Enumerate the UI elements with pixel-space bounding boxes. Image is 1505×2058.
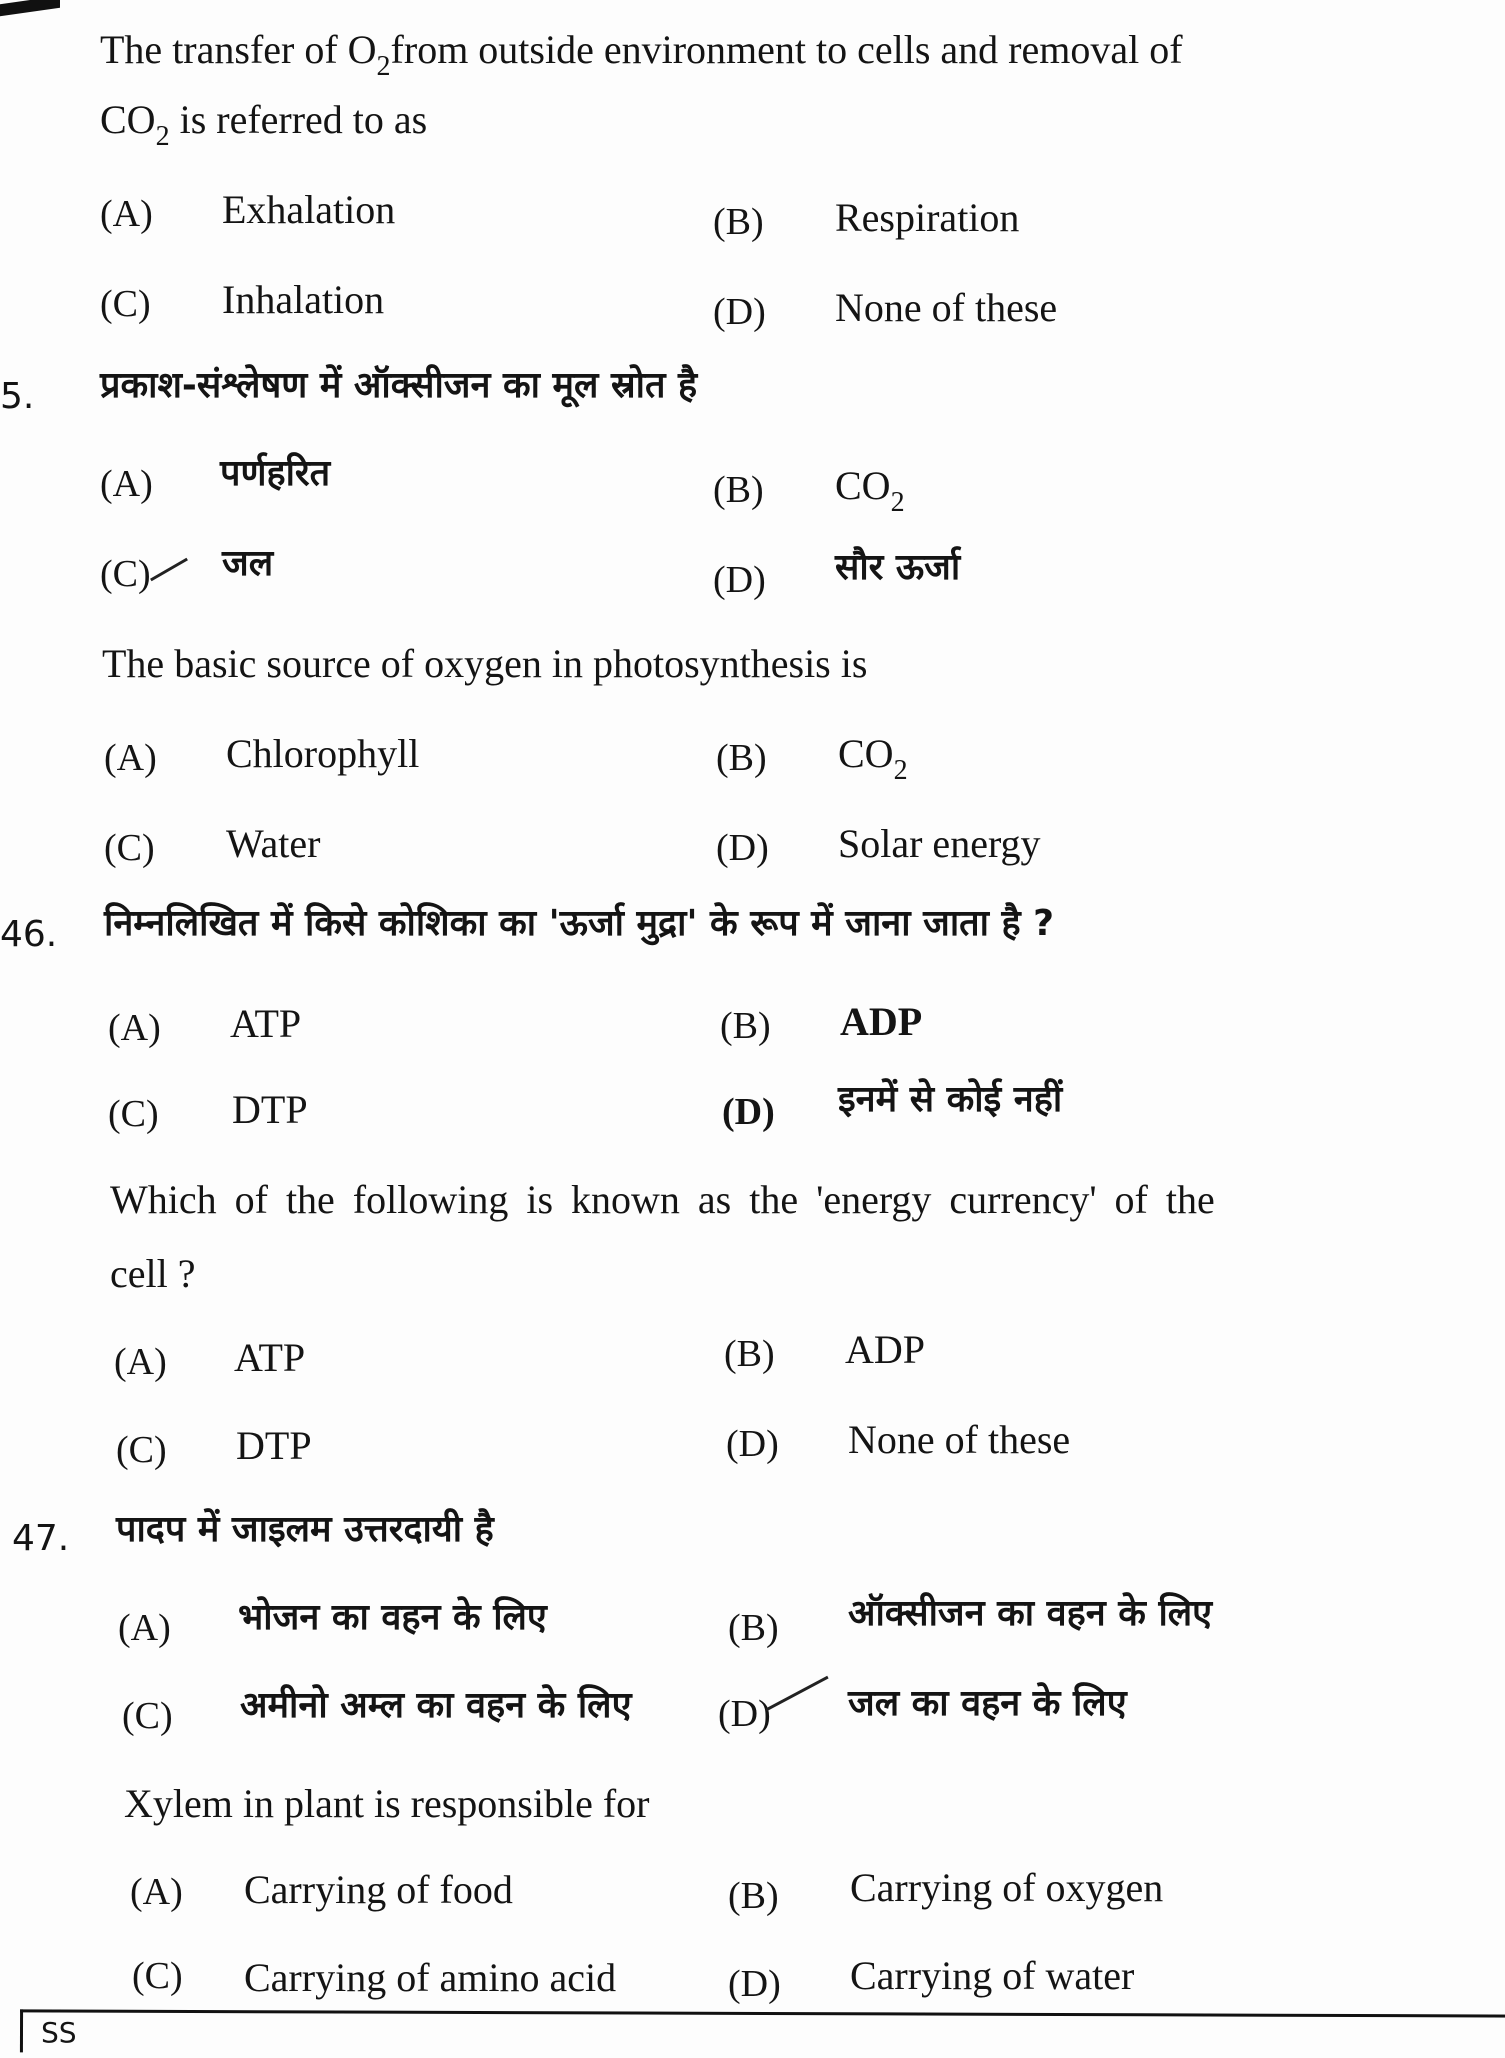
q44-text: from outside environment to cells and removal of bbox=[390, 27, 1183, 72]
option-label: (C) bbox=[100, 283, 151, 325]
option-text bbox=[838, 731, 908, 786]
q47-english-question: Xylem in plant is responsible for bbox=[124, 1781, 650, 1826]
option-label: (D) bbox=[728, 1963, 781, 2005]
option-text: ATP bbox=[234, 1335, 306, 1380]
pen-tick-mark bbox=[150, 558, 188, 582]
option-text: Respiration bbox=[835, 195, 1020, 240]
scan-corner-mark bbox=[0, 0, 60, 16]
q46-english-question-line1: Which of the following is known as the 'energy currency' of the bbox=[110, 1177, 1215, 1222]
q44-text: is referred to as bbox=[169, 97, 428, 142]
pen-tick-mark bbox=[765, 1676, 828, 1712]
option-label: (B) bbox=[713, 469, 764, 511]
option-text: जल bbox=[222, 543, 274, 584]
q44-text: CO bbox=[100, 97, 156, 142]
option-label: (B) bbox=[720, 1005, 771, 1047]
option-text: Exhalation bbox=[222, 187, 396, 232]
option-label: (B) bbox=[728, 1607, 779, 1649]
q44-question-line1 bbox=[100, 27, 1183, 82]
question-number: 46. bbox=[0, 914, 58, 955]
q47-hindi-question: पादप में जाइलम उत्तरदायी है bbox=[116, 1509, 494, 1550]
option-label: (A) bbox=[100, 463, 153, 505]
option-label: (B) bbox=[724, 1333, 775, 1375]
option-label: (A) bbox=[118, 1607, 171, 1649]
option-text: ATP bbox=[230, 1001, 302, 1046]
option-label: (C) bbox=[122, 1695, 173, 1737]
option-text bbox=[835, 463, 905, 518]
subscript: 2 bbox=[890, 487, 905, 518]
option-label: (C) bbox=[108, 1093, 159, 1135]
formula: CO bbox=[838, 731, 894, 776]
option-label-marked: (C) bbox=[100, 553, 151, 595]
option-text: Water bbox=[226, 821, 321, 866]
option-text: Carrying of food bbox=[244, 1867, 513, 1912]
subscript: 2 bbox=[376, 51, 391, 82]
option-label: (C) bbox=[104, 827, 155, 869]
option-label: (D) bbox=[726, 1423, 779, 1465]
q44-text: The transfer of O bbox=[100, 27, 377, 72]
formula: CO bbox=[835, 463, 891, 508]
option-text: Carrying of amino acid bbox=[244, 1955, 617, 2000]
option-label: (A) bbox=[100, 193, 153, 235]
subscript: 2 bbox=[155, 121, 170, 152]
option-text: Solar energy bbox=[838, 821, 1041, 866]
option-text: ADP bbox=[845, 1327, 926, 1372]
option-text: इनमें से कोई नहीं bbox=[838, 1079, 1063, 1120]
option-text: Carrying of water bbox=[850, 1953, 1135, 1998]
option-label: (B) bbox=[713, 201, 764, 243]
q45-english-question: The basic source of oxygen in photosynthesis is bbox=[102, 641, 868, 686]
option-label: (D) bbox=[722, 1091, 775, 1133]
option-label: (B) bbox=[728, 1875, 779, 1917]
subscript: 2 bbox=[893, 755, 908, 786]
q46-english-question-line2: cell ? bbox=[110, 1251, 196, 1296]
question-number: 5. bbox=[0, 376, 35, 417]
option-text: DTP bbox=[236, 1423, 312, 1468]
option-label: (D) bbox=[713, 291, 766, 333]
option-text: जल का वहन के लिए bbox=[848, 1683, 1127, 1724]
option-label: (B) bbox=[716, 737, 767, 779]
option-text: ADP bbox=[840, 999, 923, 1044]
option-text: Chlorophyll bbox=[226, 731, 420, 776]
option-text: DTP bbox=[232, 1087, 308, 1132]
option-label: (A) bbox=[104, 737, 157, 779]
option-text: Carrying of oxygen bbox=[850, 1865, 1164, 1910]
footer-code: SS bbox=[40, 2016, 77, 2050]
question-number: 47. bbox=[12, 1518, 70, 1559]
option-text: ऑक्सीजन का वहन के लिए bbox=[848, 1593, 1213, 1634]
option-text: None of these bbox=[835, 285, 1058, 330]
option-label: (C) bbox=[132, 1955, 183, 1997]
option-text: None of these bbox=[848, 1417, 1071, 1462]
option-label: (A) bbox=[114, 1341, 167, 1383]
q44-question-line2 bbox=[100, 97, 428, 152]
option-text: Inhalation bbox=[222, 277, 385, 322]
option-label: (A) bbox=[108, 1007, 161, 1049]
option-text: पर्णहरित bbox=[220, 453, 331, 494]
option-label: (D) bbox=[713, 559, 766, 601]
option-label: (D) bbox=[716, 827, 769, 869]
option-text: भोजन का वहन के लिए bbox=[238, 1597, 547, 1638]
option-label-marked: (D) bbox=[718, 1693, 771, 1735]
option-text: सौर ऊर्जा bbox=[835, 547, 961, 588]
q46-hindi-question: निम्नलिखित में किसे कोशिका का 'ऊर्जा मुद्रा' के रूप में जाना जाता है ? bbox=[104, 903, 1055, 944]
option-text: अमीनो अम्ल का वहन के लिए bbox=[240, 1685, 632, 1726]
q45-hindi-question: प्रकाश-संश्लेषण में ऑक्सीजन का मूल स्रोत है bbox=[100, 365, 698, 406]
option-label: (C) bbox=[116, 1429, 167, 1471]
option-label: (A) bbox=[130, 1871, 183, 1913]
